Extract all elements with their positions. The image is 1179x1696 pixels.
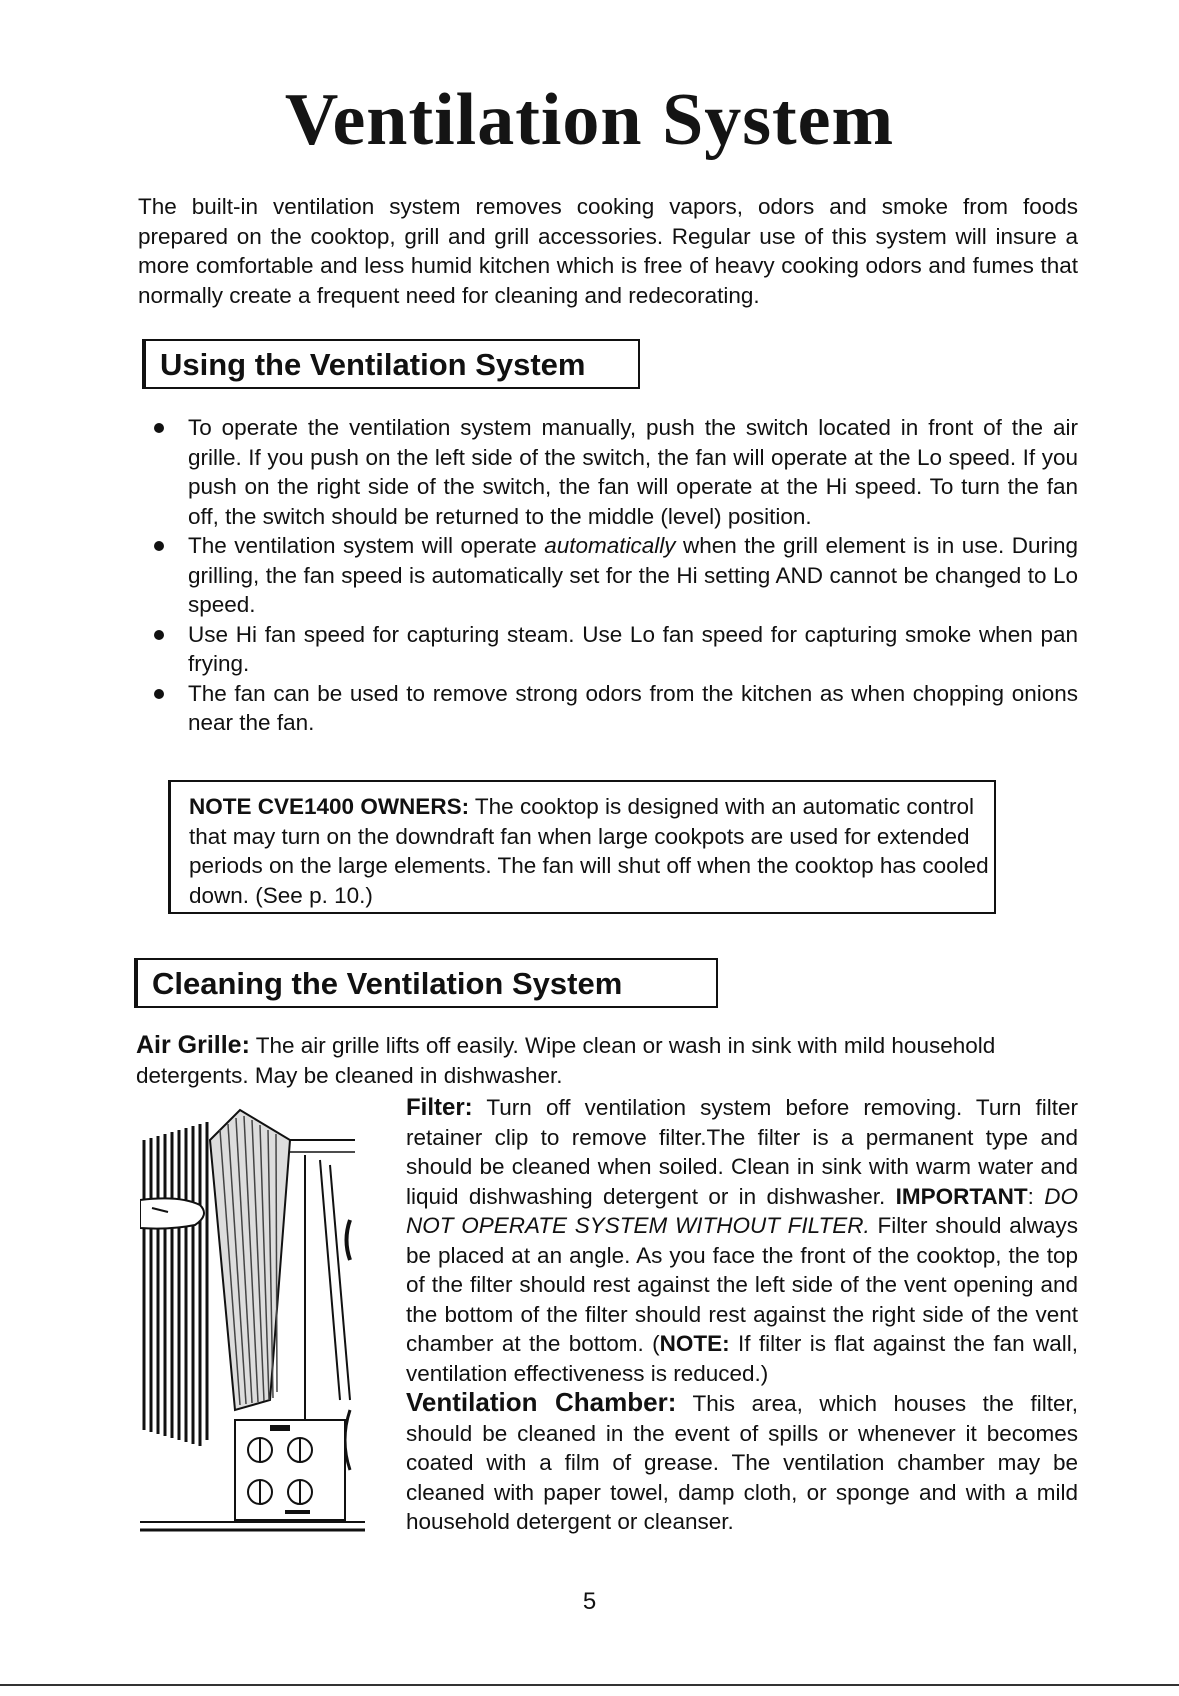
list-item [154,531,1078,620]
usage-bullet-list [154,413,1078,738]
bullet-text: Use Hi fan speed for capturing steam. Use Lo fan speed for capturing smoke when pan frying. [188,621,1078,676]
air-grille-text: The air grille lifts off easily. Wipe clean or wash in sink with mild household detergents. May be cleaned in dishwasher. [136,1033,996,1088]
bullet-text-start: The ventilation system will operate [188,533,545,558]
bottom-rule [0,1684,1179,1686]
bullet-text: To operate the ventilation system manually, push the switch located in front of the air grille. If you push on the left side of the switch, the fan will operate at the Lo speed. If you push on the right side of the switch, the fan will operate at the Hi speed. To turn the fan off, the switch should be returned to the middle (level) position. [188,415,1078,529]
bullet-text: The fan can be used to remove strong odors from the kitchen as when chopping onions near the fan. [188,680,1078,735]
section-heading-cleaning: Cleaning the Ventilation System [134,958,718,1008]
chamber-label: Ventilation Chamber: [406,1387,677,1417]
bullet-icon [154,541,164,551]
note-text: The cooktop is designed with an automatic control that may turn on the downdraft fan when large cookpots are used for extended periods on the large elements. The fan will shut off when the cooktop has cooled down. (See p. 10.) [189,794,989,908]
owners-note-box [168,780,996,914]
filter-note-text: If filter is flat against the fan wall, ventilation effectiveness is reduced.) [406,1331,1078,1386]
filter-placement-text: Filter should always be placed at an angle. As you face the front of the cooktop, the top of the filter should rest against the left side of the vent opening and the bottom of the filter should rest against the right side of the vent chamber at the bottom. ( [406,1213,1078,1356]
important-colon: : [1027,1183,1045,1209]
cooktop-filter-illustration [140,1100,400,1540]
bullet-icon [154,630,164,640]
list-item [154,620,1078,679]
filter-text: Turn off ventilation system before removing. Turn filter retainer clip to remove filter.The filter is a permanent type and should be cleaned when soiled. Clean in sink with warm water and liquid dishwashing detergent or in dishwasher. [406,1095,1078,1209]
filter-label: Filter: [406,1094,473,1121]
page-title: Ventilation System [284,79,895,161]
air-grille-label: Air Grille: [136,1031,250,1059]
page-number: 5 [582,1588,597,1615]
intro-paragraph: The built-in ventilation system removes cooking vapors, odors and smoke from foods prepared on the cooktop, grill and grill accessories. Regular use of this system will insure a more comfortable and less humid kitchen which is free of heavy cooking odors and fumes that normally create a frequent need for cleaning and redecorating. [138,194,1078,308]
air-grille-paragraph [136,1030,1076,1091]
bullet-icon [154,689,164,699]
important-warning: DO NOT OPERATE SYSTEM WITHOUT FILTER. [406,1183,1078,1238]
filter-note-label: NOTE: [659,1331,730,1356]
list-item [154,679,1078,738]
list-item [154,413,1078,531]
bullet-icon [154,423,164,433]
important-label: IMPORTANT [895,1183,1028,1209]
note-label: NOTE CVE1400 OWNERS: [189,794,470,819]
filter-instructions [406,1093,1078,1537]
bullet-emphasis: automatically [544,533,676,558]
section-heading-using: Using the Ventilation System [142,339,640,389]
bullet-text-end: when the grill element is in use. During grilling, the fan speed is automatically set for the Hi setting AND cannot be changed to Lo speed. [188,533,1078,617]
chamber-text: This area, which houses the filter, should be cleaned in the event of spills or whenever it becomes coated with a film of grease. The ventilation chamber may be cleaned with paper towel, damp cloth, or sponge and with a mild household detergent or cleanser. [406,1391,1078,1534]
